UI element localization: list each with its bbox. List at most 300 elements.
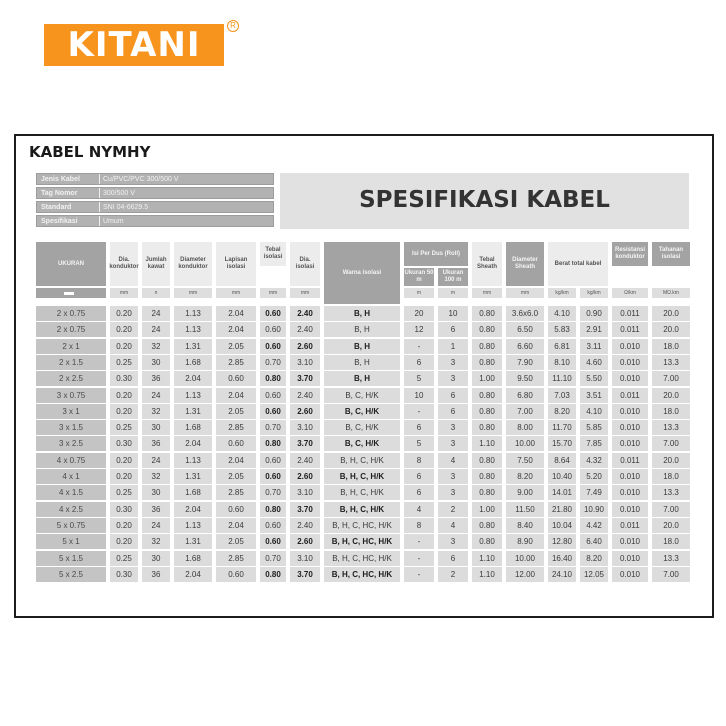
unit-cell: m	[438, 288, 468, 298]
insulation-resistance-cell: 13.3	[652, 355, 690, 370]
header-sheath-thickness: Tebal Sheath	[472, 242, 502, 286]
insulation-resistance-cell: 7.00	[652, 436, 690, 451]
wire-count-cell: 36	[142, 436, 170, 451]
weight-max-cell: 4.32	[580, 453, 608, 468]
insulation-thickness-cell: 0.60	[260, 339, 286, 354]
wire-count-cell: 32	[142, 339, 170, 354]
sheath-thickness-cell: 0.80	[472, 485, 502, 500]
size-cell: 4 x 1.5	[36, 485, 106, 500]
sheath-thickness-cell: 1.10	[472, 551, 502, 566]
insulation-resistance-cell: 13.3	[652, 551, 690, 566]
qty-50m-cell: 6	[404, 420, 434, 435]
insulation-resistance-cell: 20.0	[652, 322, 690, 337]
weight-max-cell: 4.10	[580, 404, 608, 419]
weight-min-cell: 8.20	[548, 404, 576, 419]
qty-100m-cell: 1	[438, 339, 468, 354]
resistance-cell: 0.010	[612, 534, 648, 549]
weight-max-cell: 10.90	[580, 502, 608, 517]
sheath-thickness-cell: 0.80	[472, 388, 502, 403]
resistance-cell: 0.011	[612, 453, 648, 468]
conductor-diameter-cell: 1.31	[174, 534, 212, 549]
conductor-dia-cell: 0.25	[110, 420, 138, 435]
spec-title-box	[280, 173, 689, 229]
color-cell: B, H, C, H/K	[324, 453, 400, 468]
sheath-thickness-cell: 1.00	[472, 371, 502, 386]
qty-50m-cell: 6	[404, 355, 434, 370]
wire-count-cell: 24	[142, 453, 170, 468]
qty-100m-cell: 3	[438, 469, 468, 484]
conductor-diameter-cell: 1.68	[174, 485, 212, 500]
qty-50m-cell: -	[404, 339, 434, 354]
color-cell: B, H, C, HC, H/K	[324, 567, 400, 582]
insulation-layer-cell: 2.04	[216, 518, 256, 533]
qty-100m-cell: 6	[438, 551, 468, 566]
sheath-thickness-cell: 0.80	[472, 453, 502, 468]
weight-max-cell: 7.85	[580, 436, 608, 451]
sheath-diameter-cell: 6.60	[506, 339, 544, 354]
qty-100m-cell: 6	[438, 404, 468, 419]
conductor-diameter-cell: 1.13	[174, 518, 212, 533]
weight-max-cell: 12.05	[580, 567, 608, 582]
qty-50m-cell: 5	[404, 371, 434, 386]
insulation-dia-cell: 2.60	[290, 534, 320, 549]
color-cell: B, H, C, HC, H/K	[324, 551, 400, 566]
registered-mark-icon: R	[227, 20, 239, 32]
sheath-diameter-cell: 6.50	[506, 322, 544, 337]
conductor-dia-cell: 0.20	[110, 453, 138, 468]
conductor-dia-cell: 0.20	[110, 306, 138, 321]
insulation-dia-cell: 3.70	[290, 371, 320, 386]
insulation-dia-cell: 2.40	[290, 453, 320, 468]
wire-count-cell: 24	[142, 306, 170, 321]
insulation-layer-cell: 2.04	[216, 453, 256, 468]
weight-min-cell: 15.70	[548, 436, 576, 451]
insulation-layer-cell: 2.04	[216, 388, 256, 403]
info-value: Cu/PVC/PVC 300/500 V	[103, 176, 179, 183]
weight-max-cell: 2.91	[580, 322, 608, 337]
insulation-thickness-cell: 0.70	[260, 355, 286, 370]
qty-100m-cell: 4	[438, 518, 468, 533]
insulation-thickness-cell: 0.60	[260, 322, 286, 337]
spec-title: SPESIFIKASI KABEL	[359, 187, 610, 213]
conductor-diameter-cell: 1.31	[174, 469, 212, 484]
insulation-thickness-cell: 0.60	[260, 453, 286, 468]
sheath-thickness-cell: 0.80	[472, 534, 502, 549]
color-cell: B, H	[324, 355, 400, 370]
unit-cell: mm	[260, 288, 286, 298]
sheath-thickness-cell: 1.10	[472, 436, 502, 451]
insulation-dia-cell: 2.60	[290, 339, 320, 354]
weight-min-cell: 21.80	[548, 502, 576, 517]
color-cell: B, H	[324, 322, 400, 337]
insulation-resistance-cell: 13.3	[652, 485, 690, 500]
qty-50m-cell: 10	[404, 388, 434, 403]
resistance-cell: 0.011	[612, 518, 648, 533]
sheath-diameter-cell: 11.50	[506, 502, 544, 517]
conductor-dia-cell: 0.25	[110, 485, 138, 500]
size-cell: 4 x 2.5	[36, 502, 106, 517]
insulation-thickness-cell: 0.80	[260, 502, 286, 517]
conductor-dia-cell: 0.20	[110, 388, 138, 403]
weight-max-cell: 7.49	[580, 485, 608, 500]
conductor-diameter-cell: 2.04	[174, 371, 212, 386]
sheath-diameter-cell: 3.6x6.0	[506, 306, 544, 321]
qty-50m-cell: -	[404, 567, 434, 582]
insulation-resistance-cell: 18.0	[652, 469, 690, 484]
color-cell: B, H, C, H/K	[324, 502, 400, 517]
unit-cell: mm	[290, 288, 320, 298]
qty-50m-cell: 20	[404, 306, 434, 321]
conductor-dia-cell: 0.20	[110, 322, 138, 337]
unit-cell: mm	[174, 288, 212, 298]
sheath-thickness-cell: 0.80	[472, 518, 502, 533]
wire-count-cell: 24	[142, 322, 170, 337]
insulation-thickness-cell: 0.60	[260, 306, 286, 321]
header-conductor-resistance: Resistansi konduktor	[612, 242, 648, 266]
insulation-thickness-cell: 0.60	[260, 518, 286, 533]
wire-count-cell: 30	[142, 420, 170, 435]
qty-100m-cell: 3	[438, 420, 468, 435]
insulation-resistance-cell: 18.0	[652, 404, 690, 419]
insulation-thickness-cell: 0.70	[260, 485, 286, 500]
insulation-dia-cell: 3.10	[290, 420, 320, 435]
header-conductor-diameter: Diameter konduktor	[174, 242, 212, 286]
insulation-thickness-cell: 0.60	[260, 388, 286, 403]
conductor-diameter-cell: 1.68	[174, 420, 212, 435]
qty-50m-cell: 6	[404, 469, 434, 484]
insulation-resistance-cell: 20.0	[652, 453, 690, 468]
insulation-dia-cell: 2.60	[290, 469, 320, 484]
wire-count-cell: 32	[142, 469, 170, 484]
resistance-cell: 0.011	[612, 388, 648, 403]
wire-count-cell: 30	[142, 551, 170, 566]
resistance-cell: 0.011	[612, 306, 648, 321]
weight-min-cell: 5.83	[548, 322, 576, 337]
sheath-thickness-cell: 0.80	[472, 420, 502, 435]
insulation-layer-cell: 2.85	[216, 420, 256, 435]
qty-50m-cell: -	[404, 404, 434, 419]
wire-count-cell: 32	[142, 404, 170, 419]
insulation-dia-cell: 2.40	[290, 306, 320, 321]
spec-panel	[14, 134, 714, 618]
insulation-resistance-cell: 20.0	[652, 518, 690, 533]
wire-count-cell: 36	[142, 567, 170, 582]
qty-100m-cell: 2	[438, 502, 468, 517]
wire-count-cell: 24	[142, 388, 170, 403]
sheath-thickness-cell: 0.80	[472, 322, 502, 337]
insulation-dia-cell: 2.40	[290, 322, 320, 337]
wire-count-cell: 32	[142, 534, 170, 549]
qty-100m-cell: 4	[438, 453, 468, 468]
info-row-cable-type	[36, 173, 274, 185]
header-conductor-dia: Dia. konduktor	[110, 242, 138, 286]
wire-count-cell: 36	[142, 502, 170, 517]
weight-min-cell: 12.80	[548, 534, 576, 549]
size-cell: 2 x 2.5	[36, 371, 106, 386]
insulation-thickness-cell: 0.60	[260, 404, 286, 419]
panel-title: KABEL NYMHY	[29, 143, 151, 161]
sheath-thickness-cell: 0.80	[472, 469, 502, 484]
header-insulation-dia: Dia. isolasi	[290, 242, 320, 286]
insulation-thickness-cell: 0.70	[260, 420, 286, 435]
size-cell: 5 x 1	[36, 534, 106, 549]
qty-100m-cell: 3	[438, 534, 468, 549]
insulation-thickness-cell: 0.60	[260, 534, 286, 549]
header-qty-per-box: Isi Per Dus (Roll)	[404, 242, 468, 266]
sheath-thickness-cell: 0.80	[472, 306, 502, 321]
qty-100m-cell: 6	[438, 322, 468, 337]
resistance-cell: 0.010	[612, 355, 648, 370]
qty-50m-cell: 8	[404, 518, 434, 533]
header-total-weight: Berat total kabel	[548, 242, 608, 286]
unit-cell: kg/km	[580, 288, 608, 298]
qty-100m-cell: 6	[438, 388, 468, 403]
weight-max-cell: 3.11	[580, 339, 608, 354]
insulation-resistance-cell: 20.0	[652, 388, 690, 403]
brand-logo: KITANI	[44, 24, 224, 66]
color-cell: B, H, C, H/K	[324, 469, 400, 484]
conductor-dia-cell: 0.30	[110, 502, 138, 517]
info-value: SNI 04-6629.5	[103, 204, 149, 211]
weight-max-cell: 5.85	[580, 420, 608, 435]
resistance-cell: 0.010	[612, 567, 648, 582]
wire-count-cell: 30	[142, 355, 170, 370]
weight-min-cell: 24.10	[548, 567, 576, 582]
conductor-dia-cell: 0.30	[110, 371, 138, 386]
weight-max-cell: 5.20	[580, 469, 608, 484]
conductor-diameter-cell: 1.68	[174, 551, 212, 566]
weight-min-cell: 6.81	[548, 339, 576, 354]
weight-min-cell: 8.64	[548, 453, 576, 468]
insulation-layer-cell: 0.60	[216, 567, 256, 582]
insulation-dia-cell: 3.10	[290, 355, 320, 370]
insulation-layer-cell: 2.04	[216, 322, 256, 337]
info-label: Spesifikasi	[41, 218, 78, 225]
conductor-dia-cell: 0.20	[110, 469, 138, 484]
qty-50m-cell: 12	[404, 322, 434, 337]
resistance-cell: 0.010	[612, 469, 648, 484]
weight-min-cell: 11.10	[548, 371, 576, 386]
arrow-icon	[64, 292, 74, 295]
color-cell: B, C, H/K	[324, 420, 400, 435]
info-divider	[99, 188, 100, 198]
conductor-diameter-cell: 2.04	[174, 436, 212, 451]
qty-100m-cell: 2	[438, 567, 468, 582]
conductor-dia-cell: 0.25	[110, 355, 138, 370]
wire-count-cell: 30	[142, 485, 170, 500]
info-divider	[99, 202, 100, 212]
weight-min-cell: 14.01	[548, 485, 576, 500]
insulation-thickness-cell: 0.80	[260, 436, 286, 451]
weight-min-cell: 4.10	[548, 306, 576, 321]
conductor-diameter-cell: 1.13	[174, 453, 212, 468]
sheath-diameter-cell: 7.00	[506, 404, 544, 419]
insulation-layer-cell: 2.05	[216, 339, 256, 354]
conductor-diameter-cell: 1.31	[174, 339, 212, 354]
header-size: UKURAN	[36, 242, 106, 286]
header-wire-count: Jumlah kawat	[142, 242, 170, 286]
qty-50m-cell: 5	[404, 436, 434, 451]
sheath-thickness-cell: 0.80	[472, 404, 502, 419]
sheath-diameter-cell: 8.20	[506, 469, 544, 484]
conductor-diameter-cell: 1.13	[174, 322, 212, 337]
sheath-diameter-cell: 10.00	[506, 551, 544, 566]
unit-cell: mm	[472, 288, 502, 298]
insulation-resistance-cell: 18.0	[652, 534, 690, 549]
insulation-dia-cell: 2.60	[290, 404, 320, 419]
sheath-diameter-cell: 9.50	[506, 371, 544, 386]
sheath-diameter-cell: 12.00	[506, 567, 544, 582]
size-cell: 3 x 1	[36, 404, 106, 419]
color-cell: B, H	[324, 371, 400, 386]
conductor-diameter-cell: 1.13	[174, 388, 212, 403]
size-cell: 3 x 0.75	[36, 388, 106, 403]
weight-max-cell: 4.42	[580, 518, 608, 533]
insulation-resistance-cell: 7.00	[652, 567, 690, 582]
weight-min-cell: 8.10	[548, 355, 576, 370]
conductor-diameter-cell: 2.04	[174, 567, 212, 582]
info-row-specification	[36, 215, 274, 227]
size-cell: 2 x 1.5	[36, 355, 106, 370]
wire-count-cell: 24	[142, 518, 170, 533]
color-cell: B, H, C, HC, H/K	[324, 534, 400, 549]
insulation-layer-cell: 2.85	[216, 551, 256, 566]
insulation-thickness-cell: 0.60	[260, 469, 286, 484]
weight-min-cell: 16.40	[548, 551, 576, 566]
weight-min-cell: 10.40	[548, 469, 576, 484]
insulation-resistance-cell: 7.00	[652, 371, 690, 386]
conductor-dia-cell: 0.30	[110, 567, 138, 582]
conductor-dia-cell: 0.30	[110, 436, 138, 451]
conductor-diameter-cell: 1.31	[174, 404, 212, 419]
conductor-dia-cell: 0.20	[110, 404, 138, 419]
qty-100m-cell: 3	[438, 436, 468, 451]
qty-100m-cell: 3	[438, 485, 468, 500]
insulation-layer-cell: 2.05	[216, 534, 256, 549]
insulation-layer-cell: 2.05	[216, 469, 256, 484]
size-cell: 2 x 0.75	[36, 322, 106, 337]
info-row-tag-number	[36, 187, 274, 199]
color-cell: B, C, H/K	[324, 388, 400, 403]
header-insulation-thickness: Tebal isolasi	[260, 242, 286, 266]
size-cell: 4 x 0.75	[36, 453, 106, 468]
weight-max-cell: 5.50	[580, 371, 608, 386]
insulation-dia-cell: 3.10	[290, 551, 320, 566]
weight-max-cell: 3.51	[580, 388, 608, 403]
size-cell: 2 x 0.75	[36, 306, 106, 321]
insulation-layer-cell: 0.60	[216, 436, 256, 451]
weight-min-cell: 10.04	[548, 518, 576, 533]
size-cell: 5 x 1.5	[36, 551, 106, 566]
size-cell: 4 x 1	[36, 469, 106, 484]
sheath-thickness-cell: 0.80	[472, 339, 502, 354]
color-cell: B, H, C, HC, H/K	[324, 518, 400, 533]
wire-count-cell: 36	[142, 371, 170, 386]
qty-100m-cell: 3	[438, 371, 468, 386]
insulation-thickness-cell: 0.70	[260, 551, 286, 566]
resistance-cell: 0.010	[612, 371, 648, 386]
insulation-dia-cell: 2.40	[290, 388, 320, 403]
info-divider	[99, 216, 100, 226]
weight-max-cell: 0.90	[580, 306, 608, 321]
insulation-thickness-cell: 0.80	[260, 371, 286, 386]
subheader-100m: Ukuran 100 m	[438, 268, 468, 286]
weight-min-cell: 7.03	[548, 388, 576, 403]
size-cell: 5 x 2.5	[36, 567, 106, 582]
insulation-resistance-cell: 20.0	[652, 306, 690, 321]
info-label: Standard	[41, 204, 72, 211]
insulation-dia-cell: 3.10	[290, 485, 320, 500]
qty-50m-cell: -	[404, 551, 434, 566]
size-cell: 3 x 1.5	[36, 420, 106, 435]
resistance-cell: 0.011	[612, 322, 648, 337]
conductor-dia-cell: 0.20	[110, 534, 138, 549]
insulation-layer-cell: 2.04	[216, 306, 256, 321]
insulation-dia-cell: 3.70	[290, 502, 320, 517]
qty-50m-cell: 8	[404, 453, 434, 468]
weight-max-cell: 8.20	[580, 551, 608, 566]
sheath-thickness-cell: 0.80	[472, 355, 502, 370]
insulation-thickness-cell: 0.80	[260, 567, 286, 582]
resistance-cell: 0.010	[612, 551, 648, 566]
unit-cell: mm	[110, 288, 138, 298]
header-insulation-layer: Lapisan isolasi	[216, 242, 256, 286]
resistance-cell: 0.010	[612, 436, 648, 451]
qty-50m-cell: 4	[404, 502, 434, 517]
sheath-diameter-cell: 8.90	[506, 534, 544, 549]
info-row-standard	[36, 201, 274, 213]
insulation-layer-cell: 2.85	[216, 485, 256, 500]
sheath-diameter-cell: 8.00	[506, 420, 544, 435]
weight-max-cell: 4.60	[580, 355, 608, 370]
unit-cell: kg/km	[548, 288, 576, 298]
info-value: Umum	[103, 218, 124, 225]
unit-cell: n	[142, 288, 170, 298]
color-cell: B, H	[324, 339, 400, 354]
qty-50m-cell: 6	[404, 485, 434, 500]
unit-cell: mm	[216, 288, 256, 298]
resistance-cell: 0.010	[612, 339, 648, 354]
insulation-layer-cell: 0.60	[216, 502, 256, 517]
header-insulation-resistance: Tahanan isolasi	[652, 242, 690, 266]
color-cell: B, C, H/K	[324, 404, 400, 419]
insulation-layer-cell: 2.85	[216, 355, 256, 370]
resistance-cell: 0.010	[612, 502, 648, 517]
insulation-dia-cell: 3.70	[290, 436, 320, 451]
color-cell: B, H, C, H/K	[324, 485, 400, 500]
info-label: Jenis Kabel	[41, 176, 80, 183]
insulation-layer-cell: 2.05	[216, 404, 256, 419]
sheath-diameter-cell: 8.40	[506, 518, 544, 533]
conductor-diameter-cell: 1.68	[174, 355, 212, 370]
sheath-diameter-cell: 6.80	[506, 388, 544, 403]
conductor-dia-cell: 0.20	[110, 518, 138, 533]
unit-cell: m	[404, 288, 434, 298]
qty-100m-cell: 10	[438, 306, 468, 321]
conductor-diameter-cell: 2.04	[174, 502, 212, 517]
size-cell: 5 x 0.75	[36, 518, 106, 533]
conductor-dia-cell: 0.25	[110, 551, 138, 566]
insulation-resistance-cell: 13.3	[652, 420, 690, 435]
unit-cell: MΩ.km	[652, 288, 690, 298]
insulation-dia-cell: 3.70	[290, 567, 320, 582]
sheath-thickness-cell: 1.00	[472, 502, 502, 517]
color-cell: B, H	[324, 306, 400, 321]
resistance-cell: 0.010	[612, 404, 648, 419]
header-insulation-color: Warna isolasi	[324, 242, 400, 304]
conductor-dia-cell: 0.20	[110, 339, 138, 354]
sheath-diameter-cell: 10.00	[506, 436, 544, 451]
